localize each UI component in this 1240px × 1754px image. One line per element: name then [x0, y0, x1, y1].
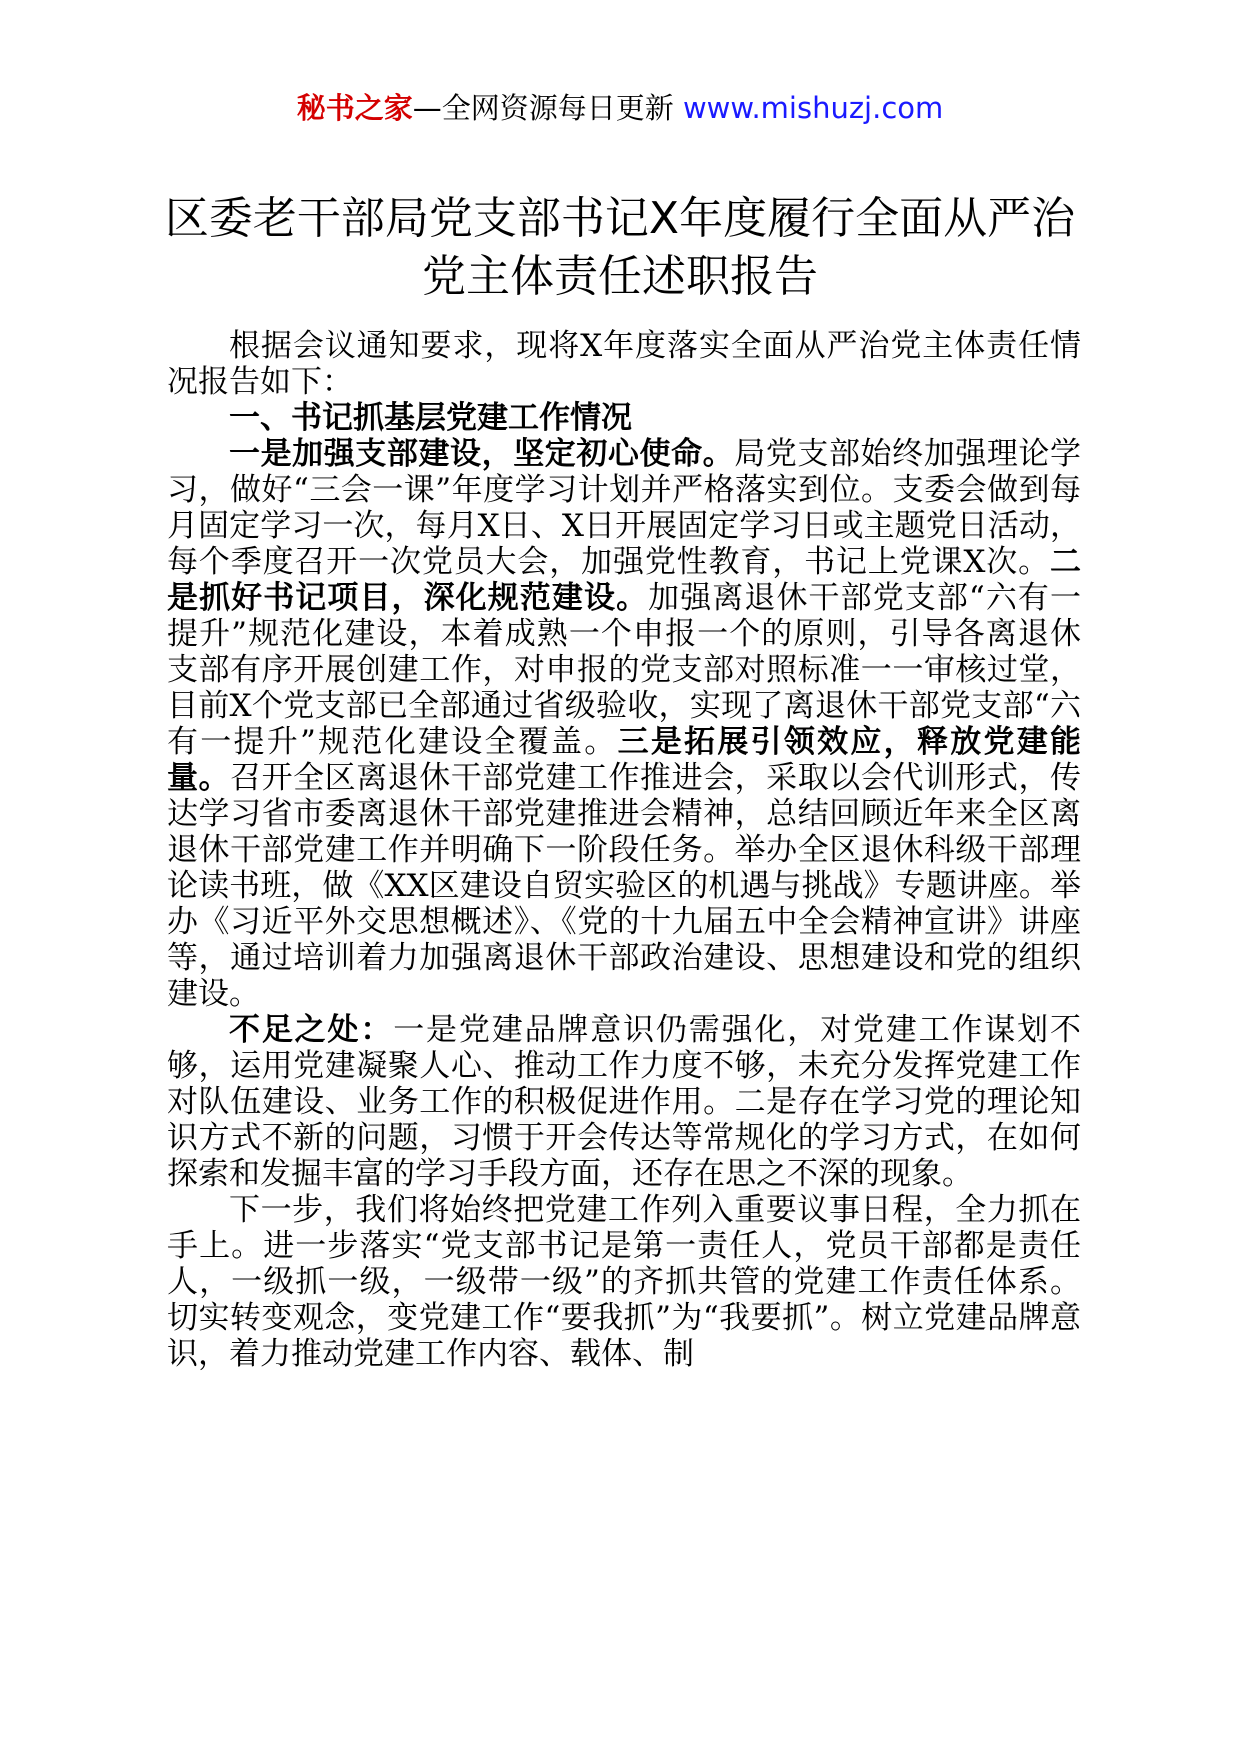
body-paragraph-2: [167, 1012, 1081, 1192]
shortcomings-text: 一是党建品牌意识仍需强化，对党建工作谋划不够，运用党建凝聚人心、推动工作力度不够，未充分发挥党建工作对队伍建设、业务工作的积极促进作用。二是存在学习党的理论知识方式不新的问题，习惯于开会传达等常规化的学习方式，在如何探索和发掘丰富的学习手段方面，还存在思之不深的现象。: [167, 1012, 1082, 1192]
banner-url-link[interactable]: www.mishuzj.com: [682, 91, 944, 125]
body-paragraph-1: [167, 436, 1081, 1012]
site-banner: [0, 88, 1240, 128]
paragraph-text-2: 加强离退休干部党支部“六有一提升”规范化建设，本着成熟一个申报一个的原则，引导各离退休支部有序开展创建工作，对申报的党支部对照标准一一审核过堂，目前X个党支部已全部通过省级验收，实现了离退休干部党支部“六有一提升”规范化建设全覆盖。: [167, 580, 1081, 760]
banner-brand: 秘书之家: [296, 91, 413, 125]
body-paragraph-3: 下一步，我们将始终把党建工作列入重要议事日程，全力抓在手上。进一步落实“党支部书记是第一责任人，党员干部都是责任人，一级抓一级，一级带一级”的齐抓共管的党建工作责任体系。切实转变观念，变党建工作“要我抓”为“我要抓”。树立党建品牌意识，着力推动党建工作内容、载体、制: [167, 1192, 1081, 1372]
paragraph-text-1: 局党支部始终加强理论学习，做好“三会一课”年度学习计划并严格落实到位。支委会做到每月固定学习一次，每月X日、X日开展固定学习日或主题党日活动，每个季度召开一次党员大会，加强党性教育，书记上党课X次。: [167, 436, 1082, 580]
section-heading: 一、书记抓基层党建工作情况: [229, 400, 632, 436]
intro-paragraph: 根据会议通知要求，现将X年度落实全面从严治党主体责任情况报告如下：: [167, 328, 1081, 400]
lead-phrase-1: 一是加强支部建设，坚定初心使命。: [229, 436, 735, 472]
document-body: [167, 328, 1081, 1372]
paragraph-text-3: 召开全区离退休干部党建工作推进会，采取以会代训形式，传达学习省市委离退休干部党建推进会精神，总结回顾近年来全区离退休干部党建工作并明确下一阶段任务。举办全区退休科级干部理论读书班，做《XX区建设自贸实验区的机遇与挑战》专题讲座。举办《习近平外交思想概述》、《党的十九届五中全会精神宣讲》讲座等，通过培训着力加强离退休干部政治建设、思想建设和党的组织建设。: [167, 760, 1082, 1012]
banner-tagline: —全网资源每日更新: [412, 91, 674, 125]
shortcomings-label: 不足之处：: [229, 1012, 394, 1048]
lead-phrase-2: 二是抓好书记项目，深化规范建设。: [167, 544, 1081, 616]
lead-phrase-3: 三是拓展引领效应，释放党建能量。: [167, 724, 1081, 796]
document-title: 区委老干部局党支部书记X年度履行全面从严治党主体责任述职报告: [164, 193, 1076, 302]
